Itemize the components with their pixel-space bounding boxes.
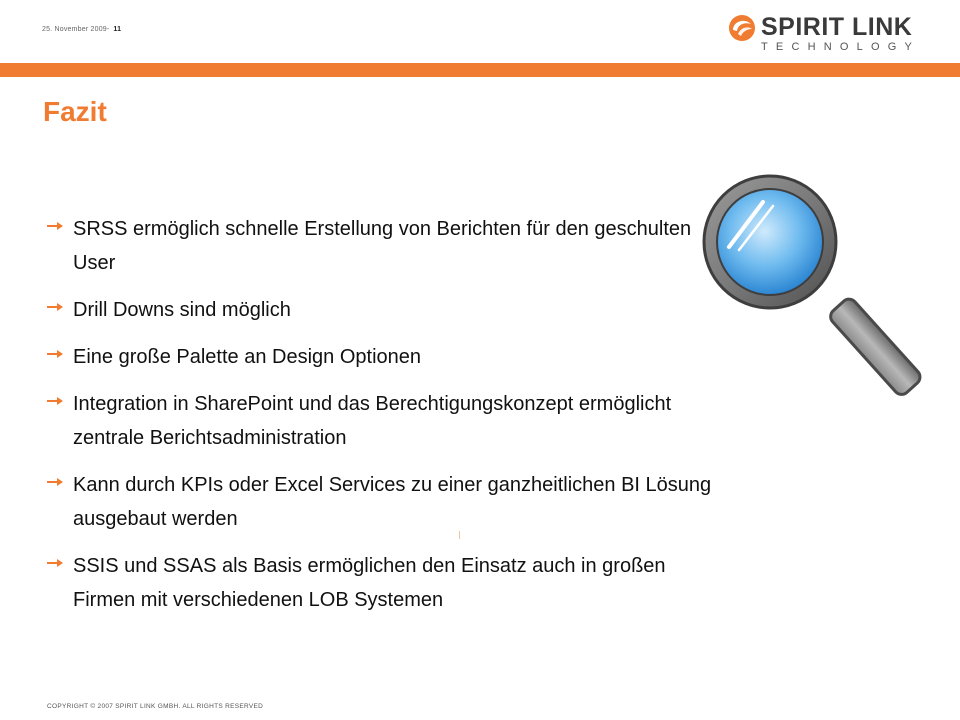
arrow-right-icon: [46, 387, 64, 421]
bullet-item: [46, 212, 726, 280]
arrow-right-icon: [46, 340, 64, 374]
copyright-footer: COPYRIGHT © 2007 SPIRIT LINK GMBH. ALL RIGHTS RESERVED: [47, 703, 264, 710]
arrow-right-icon: [46, 549, 64, 583]
header-separator: -: [106, 26, 110, 33]
bullet-text: Kann durch KPIs oder Excel Services zu einer ganzheitlichen BI Lösung ausgebaut werden: [73, 474, 712, 530]
bullet-text: Eine große Palette an Design Optionen: [73, 346, 421, 368]
header-accent-bar: [0, 63, 960, 77]
bullet-item: [46, 387, 726, 455]
bullet-list: [46, 212, 726, 630]
slide-header-meta: [42, 26, 121, 33]
arrow-right-icon: [46, 293, 64, 327]
slide-date: 25. November 2009: [42, 26, 107, 33]
logo-name: SPIRIT LINK: [761, 13, 913, 41]
logo-subtitle: TECHNOLOGY: [761, 41, 921, 53]
bullet-text: SSIS und SSAS als Basis ermöglichen den Einsatz auch in großen Firmen mit verschiedenen LOB Systemen: [73, 555, 666, 611]
decorative-tick: [459, 531, 460, 539]
arrow-right-icon: [46, 468, 64, 502]
page-number: 11: [113, 26, 122, 33]
spirit-link-logo-icon: [727, 13, 757, 43]
bullet-item: [46, 468, 726, 536]
bullet-item: [46, 549, 726, 617]
bullet-text: Integration in SharePoint und das Berechtigungskonzept ermöglicht zentrale Berichtsadministration: [73, 393, 672, 449]
bullet-text: Drill Downs sind möglich: [73, 299, 291, 321]
slide-title: Fazit: [43, 96, 107, 127]
company-logo: [727, 12, 942, 60]
bullet-text: SRSS ermöglich schnelle Erstellung von Berichten für den geschulten User: [73, 218, 692, 274]
bullet-item: [46, 340, 726, 374]
bullet-item: [46, 293, 726, 327]
arrow-right-icon: [46, 212, 64, 246]
magnifying-glass-icon: [702, 170, 932, 406]
